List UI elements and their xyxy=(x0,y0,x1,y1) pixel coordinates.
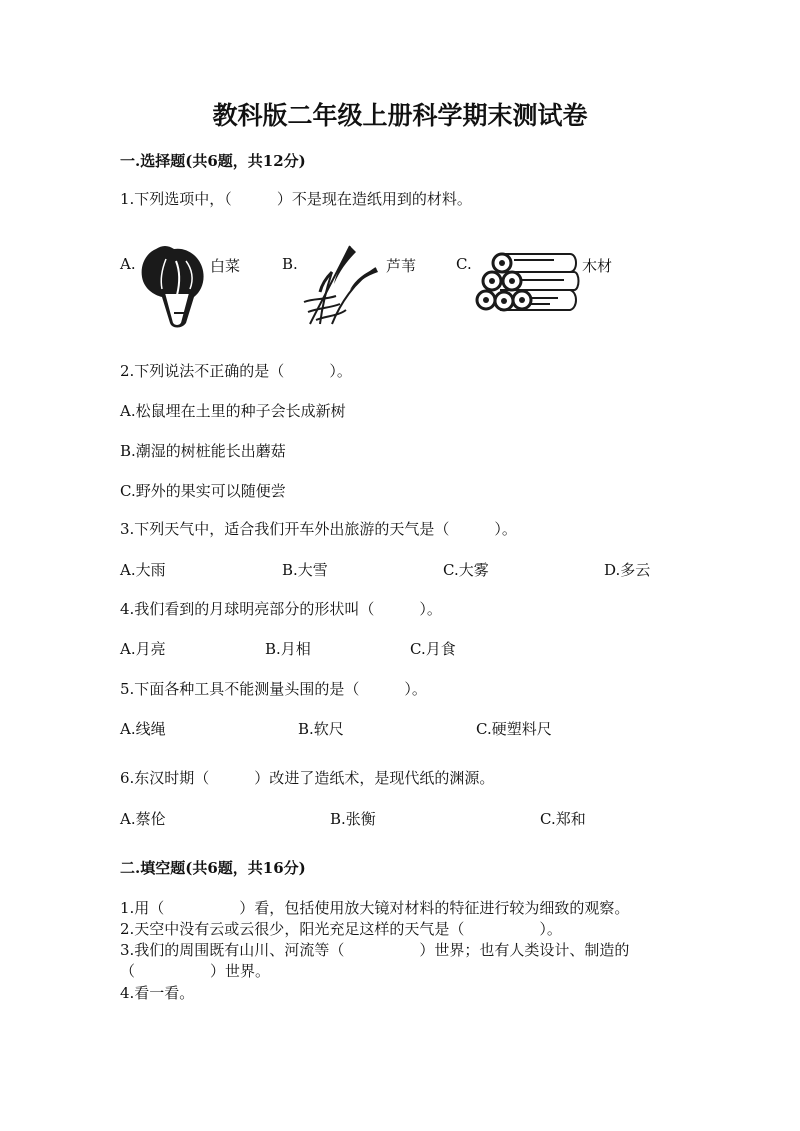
question-1-stem: 1.下列选项中，（ ）不是现在造纸用到的材料。 xyxy=(120,190,472,208)
question-4-stem: 4.我们看到的月球明亮部分的形状叫（ ）。 xyxy=(120,600,442,618)
q5-option-b: B.软尺 xyxy=(298,720,344,738)
q4-option-c: C.月食 xyxy=(410,640,456,658)
section-heading-fill: 二.填空题(共6题，共16分) xyxy=(120,859,306,877)
q6-option-a: A.蔡伦 xyxy=(120,810,166,828)
section-heading-choice: 一.选择题(共6题，共12分) xyxy=(120,152,306,170)
page-title: 教科版二年级上册科学期末测试卷 xyxy=(212,101,588,130)
reed-icon xyxy=(296,238,382,328)
q4-option-b: B.月相 xyxy=(265,640,311,658)
q6-option-c: C.郑和 xyxy=(540,810,586,828)
fill-line-1: 1.用（ ）看，包括使用放大镜对材料的特征进行较为细致的观察。 xyxy=(120,899,630,917)
fill-line-4: 4.看一看。 xyxy=(120,984,195,1002)
q3-option-c: C.大雾 xyxy=(443,561,489,579)
cabbage-icon xyxy=(136,243,206,331)
q3-option-d: D.多云 xyxy=(604,561,651,579)
q5-option-c: C.硬塑料尺 xyxy=(476,720,552,738)
fill-line-2: 2.天空中没有云或云很少，阳光充足这样的天气是（ ）。 xyxy=(120,920,562,938)
q1-option-b-label: 芦苇 xyxy=(386,257,417,275)
q1-option-a-letter: A. xyxy=(120,255,136,273)
q2-option-b: B.潮湿的树桩能长出蘑菇 xyxy=(120,442,286,460)
q3-option-a: A.大雨 xyxy=(120,561,166,579)
q2-option-c: C.野外的果实可以随便尝 xyxy=(120,482,286,500)
fill-line-3-cont: （ ）世界。 xyxy=(120,962,271,980)
question-5-stem: 5.下面各种工具不能测量头围的是（ ）。 xyxy=(120,680,427,698)
q1-option-c-letter: C. xyxy=(456,255,472,273)
question-3-stem: 3.下列天气中，适合我们开车外出旅游的天气是（ ）。 xyxy=(120,520,517,538)
question-6-stem: 6.东汉时期（ ）改进了造纸术，是现代纸的渊源。 xyxy=(120,769,495,787)
q1-option-b-letter: B. xyxy=(282,255,298,273)
wood-logs-icon xyxy=(474,246,582,318)
fill-line-3: 3.我们的周围既有山川、河流等（ ）世界；也有人类设计、制造的 xyxy=(120,941,630,959)
q3-option-b: B.大雪 xyxy=(282,561,328,579)
q6-option-b: B.张衡 xyxy=(330,810,376,828)
q4-option-a: A.月亮 xyxy=(120,640,166,658)
q5-option-a: A.线绳 xyxy=(120,720,166,738)
q1-option-c-label: 木材 xyxy=(582,257,613,275)
q2-option-a: A.松鼠埋在土里的种子会长成新树 xyxy=(120,402,346,420)
question-2-stem: 2.下列说法不正确的是（ ）。 xyxy=(120,362,352,380)
q1-option-a-label: 白菜 xyxy=(210,257,241,275)
